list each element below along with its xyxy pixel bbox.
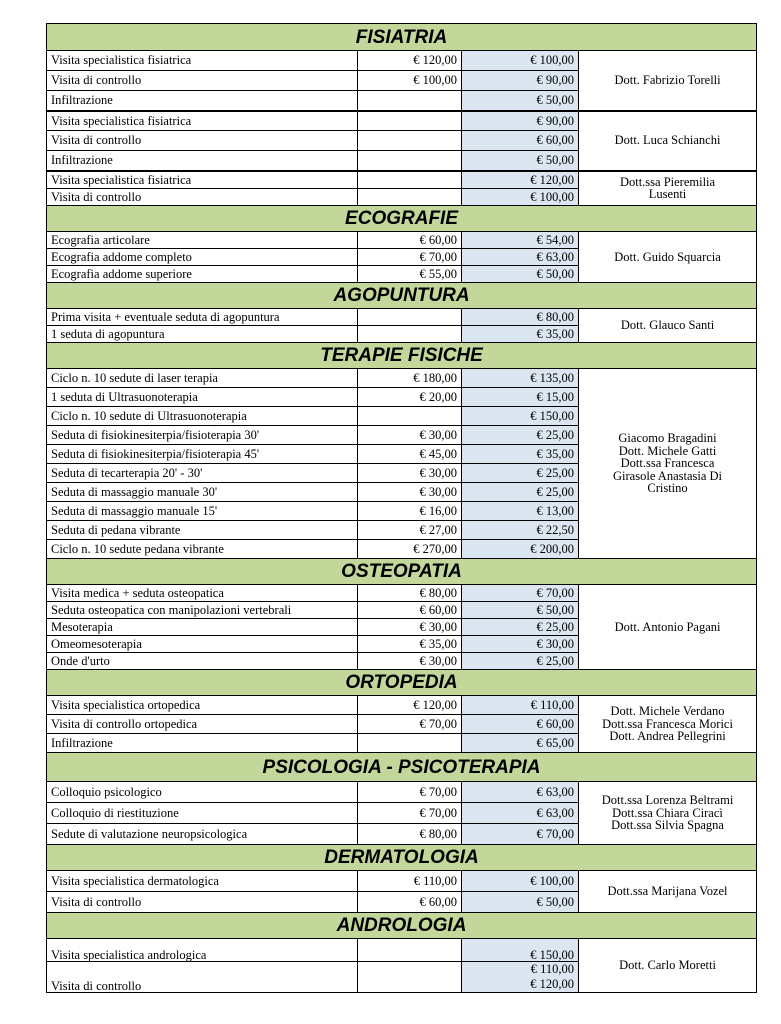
service-name: Onde d'urto	[47, 653, 358, 670]
full-price	[358, 309, 462, 326]
table-row	[47, 51, 757, 71]
section-title: PSICOLOGIA - PSICOTERAPIA	[47, 753, 757, 782]
doctor-name: Dott.ssa Lorenza Beltrami	[601, 793, 734, 808]
discount-price: € 70,00	[462, 585, 579, 602]
discount-price: € 120,00	[530, 977, 574, 991]
section-title: ANDROLOGIA	[47, 913, 757, 939]
discount-price: € 50,00	[462, 266, 579, 283]
doctor-name: Dott. Michele Verdano	[610, 704, 725, 719]
doctor-name: Dott. Andrea Pellegrini	[609, 729, 726, 744]
discount-price: € 63,00	[462, 803, 579, 824]
full-price	[358, 189, 462, 206]
doctor-name: Giacomo Bragadini	[618, 431, 717, 446]
table-row	[47, 232, 757, 249]
service-name: Sedute di valutazione neuropsicologica	[47, 824, 358, 845]
service-name: Visita specialistica fisiatrica	[47, 171, 358, 189]
full-price	[358, 151, 462, 171]
full-price: € 100,00	[358, 71, 462, 91]
discount-price: € 50,00	[462, 151, 579, 171]
full-price: € 70,00	[358, 803, 462, 824]
service-name: Ciclo n. 10 sedute di laser terapia	[47, 369, 358, 388]
discount-price: € 100,00	[462, 51, 579, 71]
service-name: Visita di controllo ortopedica	[47, 715, 358, 734]
discount-price: € 15,00	[462, 388, 579, 407]
discount-price: € 90,00	[462, 71, 579, 91]
discount-price: € 54,00	[462, 232, 579, 249]
service-name: Seduta osteopatica con manipolazioni vertebrali	[47, 602, 358, 619]
doctor-name: Dott. Glauco Santi	[620, 318, 715, 333]
service-name: Ciclo n. 10 sedute pedana vibrante	[47, 540, 358, 559]
doctor-cell	[579, 232, 757, 283]
doctor-name: Dott. Guido Squarcia	[614, 249, 721, 264]
doctor-cell	[579, 171, 757, 206]
full-price	[358, 111, 462, 131]
discount-price: € 25,00	[462, 483, 579, 502]
full-price	[358, 171, 462, 189]
discount-price: € 65,00	[462, 734, 579, 753]
full-price	[358, 734, 462, 753]
doctor-name: Girasole Anastasia Di	[613, 468, 723, 483]
full-price: € 120,00	[358, 51, 462, 71]
full-price	[358, 939, 462, 962]
section-header-agopuntura	[47, 283, 757, 309]
full-price: € 30,00	[358, 464, 462, 483]
full-price: € 110,00	[358, 871, 462, 892]
section-header-ecografie	[47, 206, 757, 232]
full-price: € 180,00	[358, 369, 462, 388]
discount-price: € 100,00	[462, 871, 579, 892]
section-title: AGOPUNTURA	[47, 283, 757, 309]
full-price: € 55,00	[358, 266, 462, 283]
discount-price: € 35,00	[462, 445, 579, 464]
table-row	[47, 171, 757, 189]
service-name: Infiltrazione	[47, 91, 358, 111]
discount-price: € 25,00	[462, 619, 579, 636]
service-name: Ciclo n. 10 sedute di Ultrasuonoterapia	[47, 407, 358, 426]
discount-price: € 35,00	[462, 326, 579, 343]
section-title: FISIATRIA	[47, 24, 757, 51]
service-name: 1 seduta di agopuntura	[47, 326, 358, 343]
doctor-name: Dott.ssa Marijana Vozel	[607, 884, 728, 899]
full-price: € 70,00	[358, 782, 462, 803]
doctor-cell	[579, 871, 757, 913]
full-price: € 20,00	[358, 388, 462, 407]
service-name: Visita specialistica andrologica	[47, 939, 358, 962]
discount-price: € 25,00	[462, 464, 579, 483]
service-name: Seduta di fisiokinesiterpia/fisioterapia 45'	[47, 445, 358, 464]
service-name: Visita di controllo	[47, 131, 358, 151]
service-name: Visita di controllo	[47, 71, 358, 91]
doctor-name: Dott. Antonio Pagani	[614, 619, 721, 634]
full-price	[358, 91, 462, 111]
full-price: € 70,00	[358, 249, 462, 266]
doctor-name: Dott.ssa Silvia Spagna	[611, 818, 724, 833]
service-name: Omeomesoterapia	[47, 636, 358, 653]
section-title: ECOGRAFIE	[47, 206, 757, 232]
doctor-name: Dott. Luca Schianchi	[614, 133, 721, 148]
doctor-name: Dott. Carlo Moretti	[619, 958, 716, 973]
section-title: ORTOPEDIA	[47, 670, 757, 696]
service-name: Visita di controllo	[47, 962, 358, 993]
doctor-cell	[579, 696, 757, 753]
discount-price: € 22,50	[462, 521, 579, 540]
service-name: Infiltrazione	[47, 151, 358, 171]
doctor-name: Cristino	[647, 481, 688, 496]
service-name: Ecografia addome completo	[47, 249, 358, 266]
service-name: Seduta di massaggio manuale 15'	[47, 502, 358, 521]
doctor-cell	[579, 309, 757, 343]
discount-price: € 200,00	[462, 540, 579, 559]
price-list-sheet	[46, 23, 756, 993]
price-list-table	[46, 23, 757, 993]
discount-price: € 60,00	[462, 131, 579, 151]
discount-price: € 110,00	[462, 696, 579, 715]
full-price: € 270,00	[358, 540, 462, 559]
section-header-psicologia	[47, 753, 757, 782]
discount-price: € 50,00	[462, 602, 579, 619]
full-price: € 60,00	[358, 602, 462, 619]
discount-price: € 63,00	[462, 782, 579, 803]
discount-price: € 25,00	[462, 426, 579, 445]
discount-price: € 110,00	[530, 962, 574, 976]
table-row	[47, 782, 757, 803]
full-price: € 30,00	[358, 483, 462, 502]
service-name: Mesoterapia	[47, 619, 358, 636]
doctor-cell	[579, 369, 757, 559]
service-name: Visita specialistica dermatologica	[47, 871, 358, 892]
full-price: € 60,00	[358, 892, 462, 913]
service-name: Colloquio psicologico	[47, 782, 358, 803]
full-price: € 35,00	[358, 636, 462, 653]
service-name: Infiltrazione	[47, 734, 358, 753]
section-header-terapie-fisiche	[47, 343, 757, 369]
full-price	[358, 962, 462, 993]
service-name: Prima visita + eventuale seduta di agopuntura	[47, 309, 358, 326]
section-header-andrologia	[47, 913, 757, 939]
doctor-name: Dott.ssa Francesca Morici	[602, 716, 733, 731]
discount-price: € 50,00	[462, 91, 579, 111]
discount-price: € 63,00	[462, 249, 579, 266]
service-name: Seduta di tecarterapia 20' - 30'	[47, 464, 358, 483]
table-row	[47, 585, 757, 602]
full-price: € 120,00	[358, 696, 462, 715]
full-price	[358, 407, 462, 426]
discount-price: € 135,00	[462, 369, 579, 388]
full-price: € 30,00	[358, 619, 462, 636]
section-title: OSTEOPATIA	[47, 559, 757, 585]
discount-price: € 150,00	[462, 939, 579, 962]
doctor-name: Dott.ssa Pieremilia	[619, 174, 716, 189]
table-row	[47, 111, 757, 131]
discount-price: € 70,00	[462, 824, 579, 845]
service-name: Visita di controllo	[47, 189, 358, 206]
table-row	[47, 696, 757, 715]
discount-price: € 50,00	[462, 892, 579, 913]
discount-price: € 30,00	[462, 636, 579, 653]
full-price: € 80,00	[358, 824, 462, 845]
doctor-name: Lusenti	[648, 187, 687, 202]
full-price: € 30,00	[358, 426, 462, 445]
full-price: € 80,00	[358, 585, 462, 602]
doctor-name: Dott. Michele Gatti	[618, 443, 717, 458]
discount-price-cell	[462, 962, 579, 993]
service-name: 1 seduta di Ultrasuonoterapia	[47, 388, 358, 407]
full-price: € 27,00	[358, 521, 462, 540]
discount-price: € 120,00	[462, 171, 579, 189]
full-price	[358, 131, 462, 151]
service-name: Ecografia addome superiore	[47, 266, 358, 283]
discount-price: € 60,00	[462, 715, 579, 734]
doctor-name: Dott. Fabrizio Torelli	[614, 73, 721, 87]
section-header-ortopedia	[47, 670, 757, 696]
doctor-cell	[579, 111, 757, 171]
service-name: Colloquio di riestituzione	[47, 803, 358, 824]
discount-price: € 150,00	[462, 407, 579, 426]
full-price: € 16,00	[358, 502, 462, 521]
section-title: DERMATOLOGIA	[47, 845, 757, 871]
doctor-cell	[579, 939, 757, 993]
section-title: TERAPIE FISICHE	[47, 343, 757, 369]
table-row	[47, 939, 757, 962]
discount-price: € 25,00	[462, 653, 579, 670]
discount-price: € 90,00	[462, 111, 579, 131]
service-name: Seduta di massaggio manuale 30'	[47, 483, 358, 502]
service-name: Seduta di pedana vibrante	[47, 521, 358, 540]
section-header-fisiatria	[47, 24, 757, 51]
discount-price: € 80,00	[462, 309, 579, 326]
full-price: € 30,00	[358, 653, 462, 670]
service-name: Seduta di fisiokinesiterpia/fisioterapia 30'	[47, 426, 358, 445]
full-price: € 70,00	[358, 715, 462, 734]
service-name: Visita di controllo	[47, 892, 358, 913]
service-name: Visita specialistica ortopedica	[47, 696, 358, 715]
doctor-cell	[579, 782, 757, 845]
doctor-cell	[579, 585, 757, 670]
service-name: Visita medica + seduta osteopatica	[47, 585, 358, 602]
service-name: Visita specialistica fisiatrica	[47, 111, 358, 131]
doctor-name: Dott.ssa Francesca	[620, 456, 715, 471]
section-header-osteopatia	[47, 559, 757, 585]
full-price: € 45,00	[358, 445, 462, 464]
table-row	[47, 369, 757, 388]
section-header-dermatologia	[47, 845, 757, 871]
discount-price: € 13,00	[462, 502, 579, 521]
table-row	[47, 871, 757, 892]
discount-price: € 100,00	[462, 189, 579, 206]
doctor-cell	[579, 51, 757, 111]
table-row	[47, 309, 757, 326]
service-name: Ecografia articolare	[47, 232, 358, 249]
full-price	[358, 326, 462, 343]
doctor-name: Dott.ssa Chiara Ciracì	[612, 805, 723, 820]
service-name: Visita specialistica fisiatrica	[47, 51, 358, 71]
full-price: € 60,00	[358, 232, 462, 249]
